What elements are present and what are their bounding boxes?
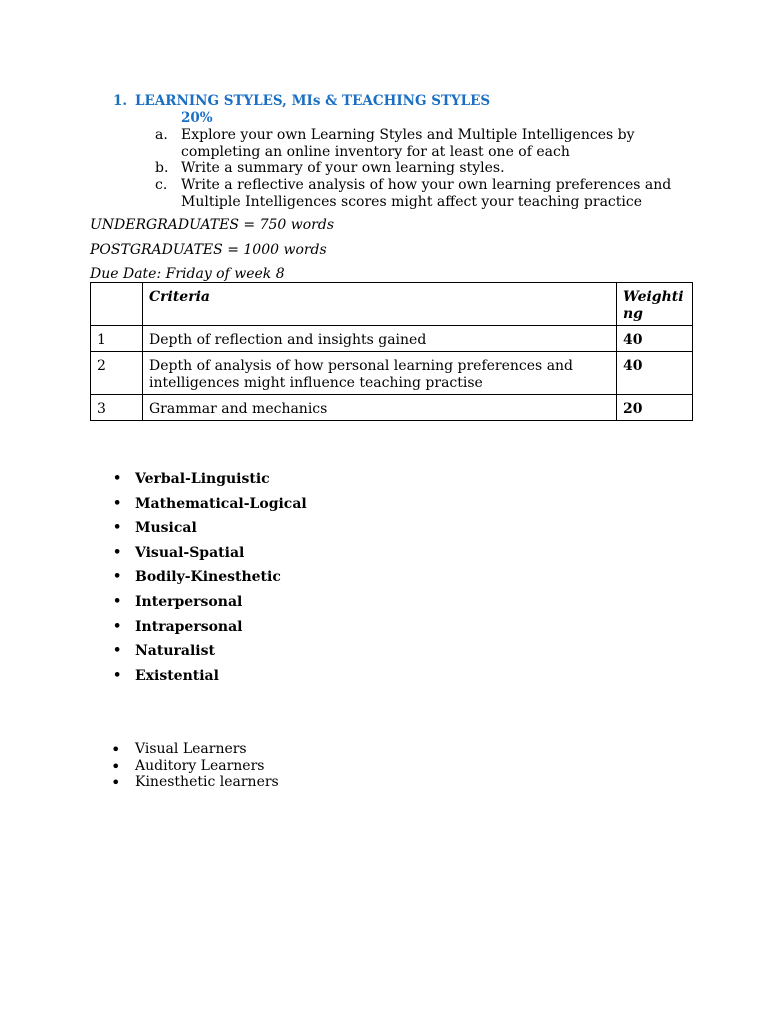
assignment-percent: 20% [181, 110, 213, 126]
task-letter: b. [155, 160, 169, 176]
row-criteria: Grammar and mechanics [143, 395, 617, 421]
table-row [91, 326, 693, 352]
intelligence-label: Musical [135, 520, 197, 537]
bullet: • [113, 569, 122, 585]
bullet: • [113, 495, 122, 511]
bullet: • [113, 643, 122, 659]
row-number: 3 [91, 395, 143, 421]
bullet: • [113, 544, 122, 560]
row-number: 1 [91, 326, 143, 352]
header-cell-number [91, 283, 143, 326]
row-criteria: Depth of analysis of how personal learning preferences and intelligences might influence teaching practise [143, 352, 617, 395]
bullet: • [113, 471, 122, 486]
learner-label: Kinesthetic learners [135, 774, 279, 791]
task-line: completing an online inventory for at least one of each [181, 144, 570, 160]
task-line: Multiple Intelligences scores might affect your teaching practice [181, 194, 642, 210]
header-cell-weighting: Weighti ng [617, 283, 693, 326]
bullet: • [111, 756, 121, 776]
task-text [181, 177, 681, 211]
assignment-heading [113, 93, 490, 109]
bullet: • [113, 618, 122, 634]
intelligence-label: Verbal-Linguistic [135, 471, 270, 487]
intelligence-label: Existential [135, 667, 219, 684]
undergraduate-word-count: UNDERGRADUATES = 750 words [90, 217, 335, 233]
row-criteria: Depth of reflection and insights gained [143, 326, 617, 352]
bullet: • [113, 593, 122, 609]
bullet: • [111, 773, 121, 793]
criteria-table [90, 282, 693, 421]
row-number: 2 [91, 352, 143, 395]
task-text [181, 160, 681, 177]
intelligence-label: Visual-Spatial [135, 544, 245, 561]
postgraduate-word-count: POSTGRADUATES = 1000 words [90, 242, 327, 258]
task-line: Explore your own Learning Styles and Multiple Intelligences by [181, 127, 635, 143]
bullet: • [113, 520, 122, 536]
due-date: Due Date: Friday of week 8 [90, 266, 285, 282]
learner-label: Auditory Learners [135, 757, 265, 774]
intelligence-label: Mathematical-Logical [135, 495, 307, 512]
row-weighting: 20 [617, 395, 693, 421]
intelligence-label: Bodily-Kinesthetic [135, 569, 281, 586]
bullet: • [111, 740, 121, 759]
intelligence-label: Naturalist [135, 643, 215, 660]
intelligence-label: Interpersonal [135, 593, 243, 610]
task-letter: c. [155, 177, 168, 193]
assignment-title: LEARNING STYLES, MIs & TEACHING STYLES [135, 93, 491, 109]
learner-label: Visual Learners [135, 741, 247, 757]
task-line: Write a summary of your own learning styles. [181, 160, 505, 176]
intelligence-label: Intrapersonal [135, 618, 243, 635]
task-letter: a. [155, 127, 168, 143]
table-header-row [91, 283, 693, 326]
table-row [91, 352, 693, 395]
header-cell-criteria: Criteria [143, 283, 617, 326]
row-weighting: 40 [617, 352, 693, 395]
task-text [181, 127, 681, 161]
bullet: • [113, 667, 122, 683]
row-weighting: 40 [617, 326, 693, 352]
assignment-number: 1. [113, 93, 128, 109]
table-row [91, 395, 693, 421]
task-line: Write a reflective analysis of how your own learning preferences and [181, 177, 672, 193]
